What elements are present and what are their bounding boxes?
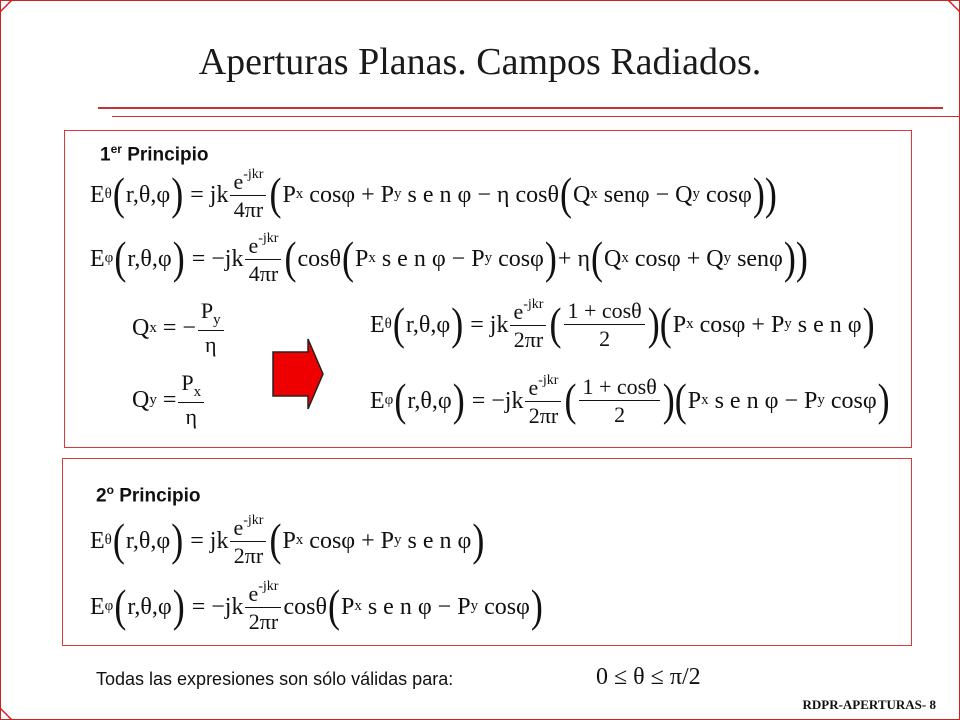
equation-qx: Q x = − $\frac{P_y}{\eta}$ [132, 300, 226, 356]
validity-note: Todas las expresiones son sólo válidas para: [96, 669, 454, 689]
result-e-phi: E φ ( r,θ,φ ) = −jk $\frac{e^{-jkr}}{2\pi r}$ ( $\frac{1 + \cos\theta}{2}$ )( P x s e n φ − P y cosφ ) [370, 373, 890, 428]
result-e-theta: E θ ( r,θ,φ ) = jk $\frac{e^{-jkr}}{2\pi r}$ ( $\frac{1 + \cos\theta}{2}$ )( P x cosφ + P y s e n φ ) [370, 297, 875, 352]
equation-e-phi: E φ ( r,θ,φ ) = −jk $\frac{e^{-jkr}}{4\pi r}$ ( cosθ ( P x s e n φ − P y cosφ ) + η ( Q x cosφ + Q y senφ )) [90, 231, 808, 286]
title-divider-secondary [112, 116, 960, 117]
equation-e-theta: E θ ( r,θ,φ ) = jk $\frac{e^{-jkr}}{4\pi r}$ ( P x cosφ + P y s e n φ − η cosθ ( Q x senφ − Q y cosφ )) [90, 167, 777, 222]
title-divider [98, 107, 943, 109]
right-arrow-icon [270, 336, 326, 412]
page-title: Aperturas Planas. Campos Radiados. [198, 41, 762, 83]
first-principle-heading: 1er Principio [100, 142, 209, 166]
equation-2-e-theta: E θ ( r,θ,φ ) = jk $\frac{e^{-jkr}}{2\pi r}$ ( P x cosφ + P y s e n φ ) [90, 513, 485, 568]
validity-condition: 0 ≤ θ ≤ π/2 [596, 664, 701, 690]
equation-2-e-phi: E φ ( r,θ,φ ) = −jk $\frac{e^{-jkr}}{2\pi r}$ cosθ ( P x s e n φ − P y cosφ ) [90, 579, 543, 634]
second-principle-heading: 2$^o$ Principio [96, 483, 201, 507]
equation-qy: Q y = $\frac{P_x}{\eta}$ [132, 372, 206, 428]
slide-id: RDPR-APERTURAS- 8 [802, 697, 936, 712]
